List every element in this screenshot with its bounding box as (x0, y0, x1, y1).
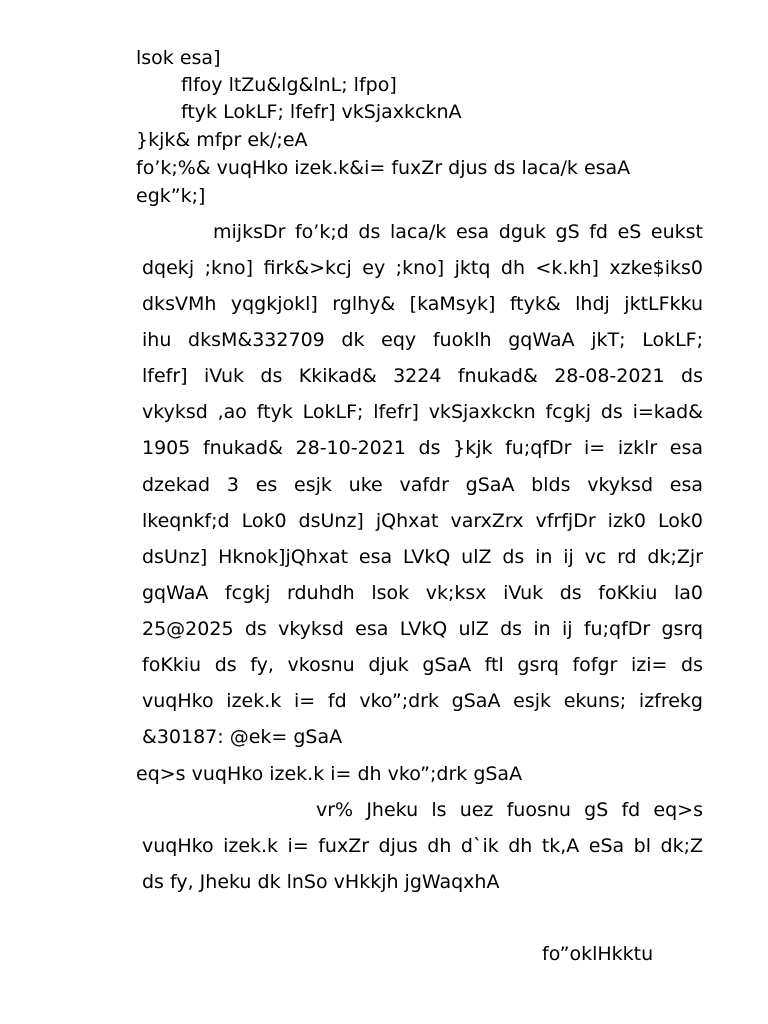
body-line: 1905 fnukad& 28-10-2021 ds }kjk fu;qfDr i= izklr esa (142, 437, 703, 459)
via-line: }kjk& mfpr ek/;eA (136, 129, 308, 151)
body-line: ihu dksM&332709 dk eqy fuoklh gqWaA jkT; LokLF; (142, 329, 703, 351)
recipient-line: lsok esa] (136, 47, 221, 69)
body-line: lkeqnkf;d Lok0 dsUnz] jQhxat varxZrx vfrfjDr izk0 Lok0 (142, 510, 703, 532)
body-line: dzekad 3 es esjk uke vafdr gSaA blds vkyksd esa (142, 474, 703, 496)
body-line: vkyksd ,ao ftyk LokLF; lfefr] vkSjaxkckn fcgkj ds i=kad& (142, 401, 703, 423)
closing-line: vuqHko izek.k i= fuxZr djus dh d`ik dh tk,A eSa bl dk;Z (142, 835, 703, 857)
subject-line: fo’k;%& vuqHko izek.k&i= fuxZr djus ds laca/k esaA (136, 157, 631, 179)
body-line: dsUnz] Hknok]jQhxat esa LVkQ ulZ ds in ij vc rd dk;Zjr (142, 546, 703, 568)
recipient-designation: flfoy ltZu&lg&lnL; lfpo] (181, 74, 397, 96)
closing-line: vr% Jheku ls uez fuosnu gS fd eq>s (316, 799, 703, 821)
body-line: dqekj ;kno] firk&>kcj ey ;kno] jktq dh <k.kh] xzke$iks0 (142, 257, 703, 279)
salutation: egk”k;] (136, 185, 206, 207)
recipient-office: ftyk LokLF; lfefr] vkSjaxkcknA (181, 101, 462, 123)
body-line: mijksDr fo’k;d ds laca/k esa dguk gS fd eS eukst (213, 221, 703, 243)
request-line: eq>s vuqHko izek.k i= dh vko”;drk gSaA (136, 763, 523, 785)
body-line: vuqHko izek.k i= fd vko”;drk gSaA esjk ekuns; izfrekg (142, 690, 703, 712)
body-line: foKkiu ds fy, vkosnu djuk gSaA ftl gsrq fofgr izi= ds (142, 654, 703, 676)
body-line: 25@2025 ds vkyksd esa LVkQ ulZ ds in ij fu;qfDr gsrq (142, 618, 703, 640)
body-line: gqWaA fcgkj rduhdh lsok vk;ksx iVuk ds foKkiu la0 (142, 582, 703, 604)
body-line: lfefr] iVuk ds Kkikad& 3224 fnukad& 28-08-2021 ds (142, 365, 703, 387)
body-line: &30187: @ek= gSaA (142, 726, 343, 748)
body-line: dksVMh yqgkjokl] rglhy& [kaMsyk] ftyk& lhdj jktLFkku (142, 293, 703, 315)
closing-line: ds fy, Jheku dk lnSo vHkkjh jgWaqxhA (142, 871, 500, 893)
signature-text: fo”oklHkktu (542, 943, 654, 965)
